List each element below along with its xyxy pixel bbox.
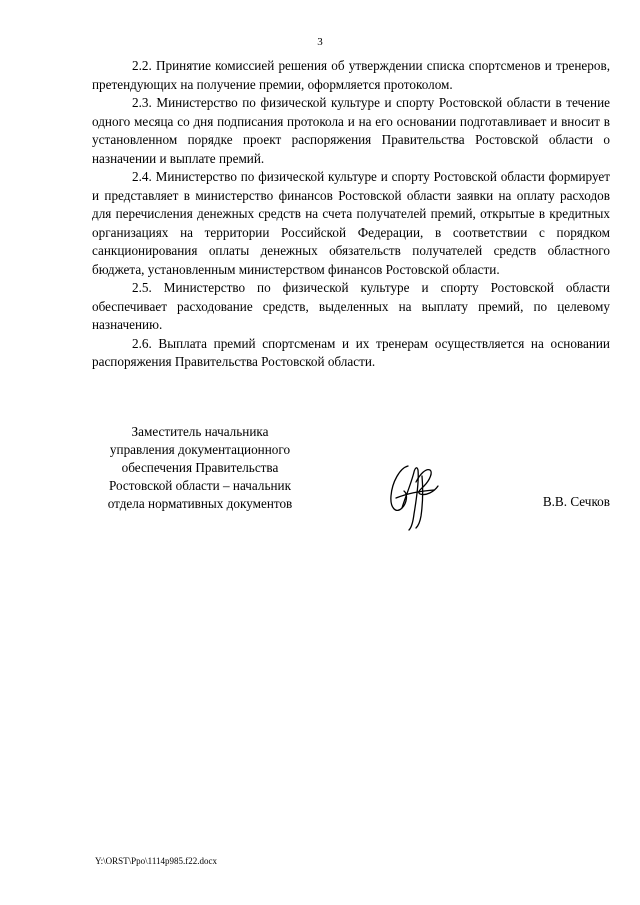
signatory-title-line: Ростовской области – начальник (108, 478, 292, 493)
signature-stroke (391, 466, 408, 510)
signatory-title-line: обеспечения Правительства (121, 460, 279, 475)
signatory-title-line: управления документационного (109, 442, 291, 457)
signature-stroke (402, 468, 418, 530)
paragraph-2-2: 2.2. Принятие комиссией решения об утверждении списка спортсменов и тренеров, претендующих на получение премии, оформляется протоколом. (92, 58, 610, 92)
page-number: 3 (317, 36, 323, 48)
signatory-title-line: отдела нормативных документов (107, 496, 293, 511)
document-body (92, 57, 610, 372)
signatory-title-line: Заместитель начальника (131, 424, 269, 439)
paragraph-2-5: 2.5. Министерство по физической культуре и спорту Ростовской области обеспечивает расходование средств, выделенных на выплату премий, по целевому назначению. (92, 280, 610, 332)
file-path: Y:\ORST\Ppo\1114p985.f22.docx (95, 856, 218, 866)
paragraph-2-6: 2.6. Выплата премий спортсменам и их тренерам осуществляется на основании распоряжения Правительства Ростовской области. (92, 335, 610, 369)
handwritten-signature (386, 458, 446, 532)
signatory-name: В.В. Сечков (542, 494, 610, 509)
signature-stroke (416, 476, 423, 528)
paragraph-2-4: 2.4. Министерство по физической культуре и спорту Ростовской области формирует и представляет в министерство финансов Ростовской области заявки на оплату расходов для перечисления денежных средств на счета получателей премий, открытые в кредитных организациях на территории Российской Федерации, в соответствии с порядком санкционирования оплаты денежных обязательств получателей средств областного бюджета, установленным министерством финансов Ростовской области. (92, 169, 610, 277)
signatory-title (80, 423, 320, 513)
paragraph-2-3: 2.3. Министерство по физической культуре и спорту Ростовской области в течение одного месяца со дня подписания протокола и на его основании подготавливает и вносит в установленном порядке проект распоряжения Правительства Ростовской области о назначении и выплате премий. (92, 95, 610, 166)
